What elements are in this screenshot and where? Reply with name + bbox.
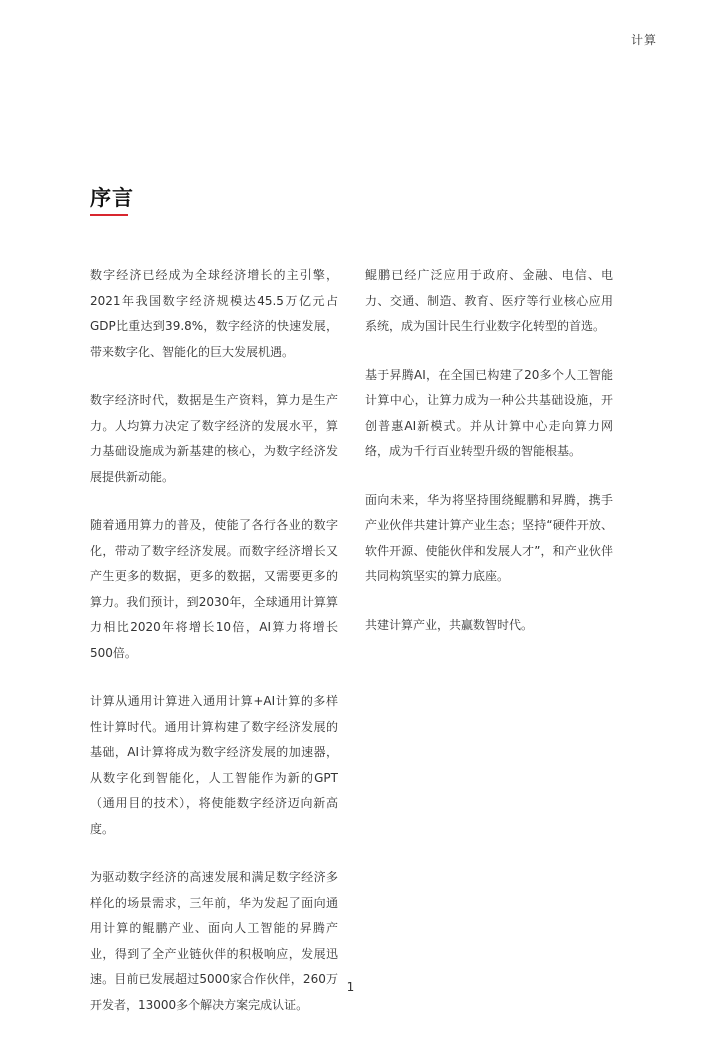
paragraph: 基于昇腾AI，在全国已构建了20多个人工智能计算中心，让算力成为一种公共基础设施，开创普惠AI新模式。并从计算中心走向算力网络，成为千行百业转型升级的智能根基。 xyxy=(365,367,613,458)
paragraph: 随着通用算力的普及，使能了各行各业的数字化，带动了数字经济发展。而数字经济增长又产生更多的数据，更多的数据，又需要更多的算力。我们预计，到2030年，全球通用计算算力相比2020年将增长10倍，AI算力将增长500倍。 xyxy=(90,518,338,660)
paragraph: 数字经济已经成为全球经济增长的主引擎，2021年我国数字经济规模达45.5万亿元占GDP比重达到39.8%，数字经济的快速发展，带来数字化、智能化的巨大发展机遇。 xyxy=(90,268,338,359)
left-column xyxy=(90,263,338,1041)
right-column xyxy=(365,263,613,661)
title-underline xyxy=(90,214,128,216)
paragraph: 鲲鹏已经广泛应用于政府、金融、电信、电力、交通、制造、教育、医疗等行业核心应用系统，成为国计民生行业数字化转型的首选。 xyxy=(365,268,613,333)
page-title: 序言 xyxy=(90,186,134,210)
paragraph: 数字经济时代，数据是生产资料，算力是生产力。人均算力决定了数字经济的发展水平，算力基础设施成为新基建的核心，为数字经济发展提供新动能。 xyxy=(90,393,338,484)
paragraph: 计算从通用计算进入通用计算+AI计算的多样性计算时代。通用计算构建了数字经济发展的基础，AI计算将成为数字经济发展的加速器，从数字化到智能化，人工智能作为新的GPT（通用目的技术），将使能数字经济迈向新高度。 xyxy=(90,694,338,836)
paragraph: 面向未来，华为将坚持围绕鲲鹏和昇腾，携手产业伙伴共建计算产业生态；坚持“硬件开放、软件开源、使能伙伴和发展人才”，和产业伙伴共同构筑坚实的算力底座。 xyxy=(365,492,613,583)
section-label: 计算 xyxy=(630,33,657,47)
paragraph: 为驱动数字经济的高速发展和满足数字经济多样化的场景需求，三年前，华为发起了面向通用计算的鲲鹏产业、面向人工智能的昇腾产业，得到了全产业链伙伴的积极响应，发展迅速。目前已发展超过5000家合作伙伴，260万开发者，13000多个解决方案完成认证。 xyxy=(90,870,338,1012)
page-number: 1 xyxy=(346,980,355,994)
paragraph: 共建计算产业，共赢数智时代。 xyxy=(365,617,534,632)
